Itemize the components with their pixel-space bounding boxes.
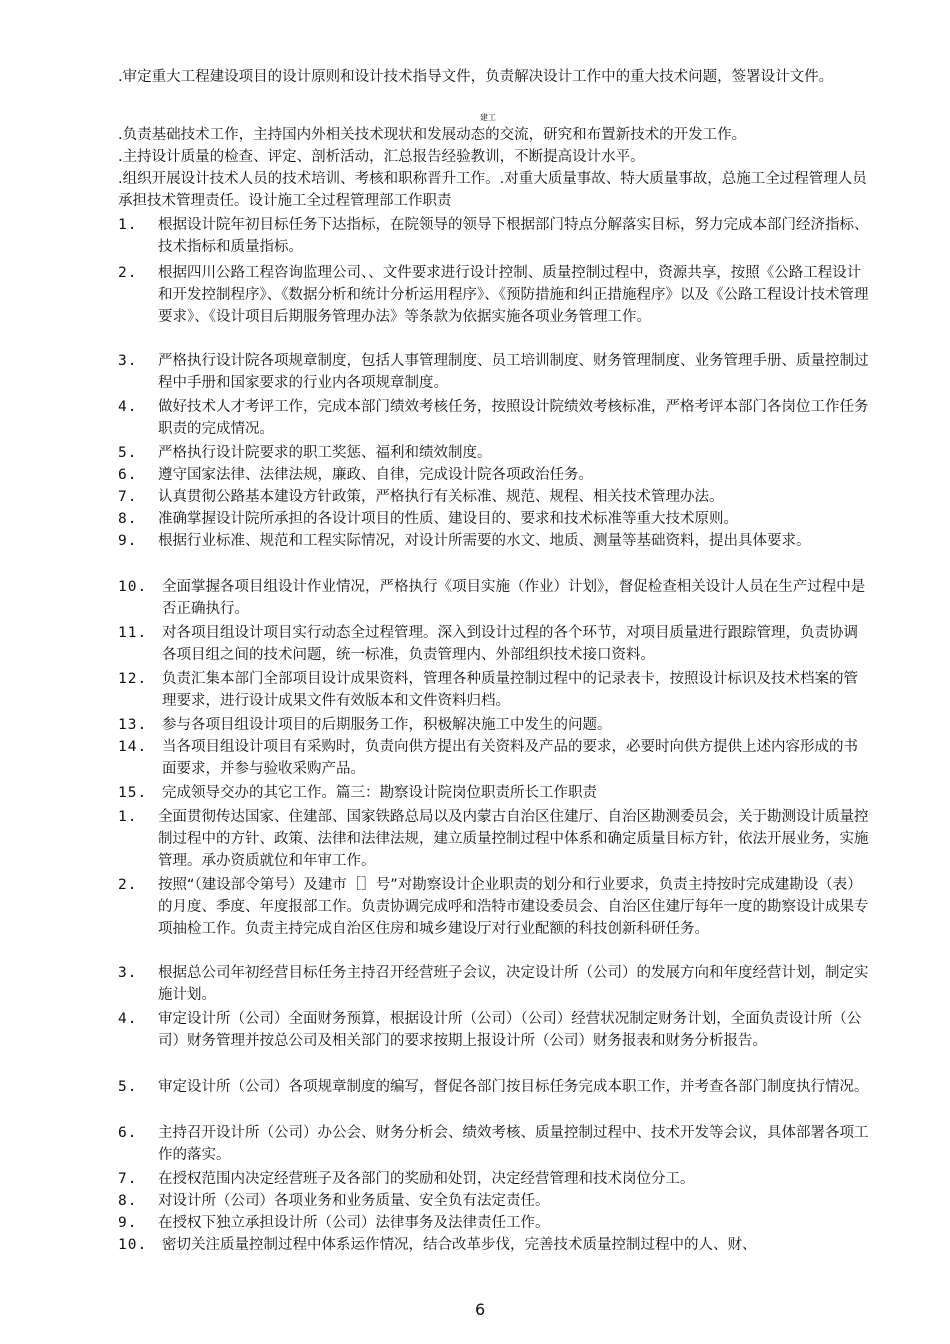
list-item-text: 根据总公司年初经营目标任务主持召开经营班子会议，决定设计所（公司）的发展方向和年度经营计划，制定实施计划。 (158, 965, 869, 1003)
list-item-number: 10. (118, 579, 148, 595)
list-item-number: 7. (118, 489, 138, 505)
list-item-text: 做好技术人才考评工作，完成本部门绩效考核任务，按照设计院绩效考核标准，严格考评本部门各岗位工作任务职责的完成情况。 (158, 399, 869, 437)
list-item-text: 根据设计院年初目标任务下达指标，在院领导的领导下根据部门特点分解落实目标，努力完成本部门经济指标、技术指标和质量指标。 (158, 217, 869, 255)
list-item-text: 负责汇集本部门全部项目设计成果资料，管理各种质量控制过程中的记录表卡，按照设计标识及技术档案的管理要求，进行设计成果文件有效版本和文件资料归档。 (162, 671, 858, 709)
list-item-text: 认真贯彻公路基本建设方针政策，严格执行有关标准、规范、规程、相关技术管理办法。 (158, 489, 724, 505)
list-item-text: 全面贯彻传达国家、住建部、国家铁路总局以及内蒙古自治区住建厅、自治区勘测委员会，关于勘测设计质量控制过程中的方针、政策、法律和法律法规，建立质量控制过程中体系和确定质量目标方针，依法开展业务，实施管理。承办资质就位和年审工作。 (158, 809, 869, 869)
list-item-number: 10. (118, 1237, 148, 1253)
list-item-text: 对设计所（公司）各项业务和业务质量、安全负有法定责任。 (158, 1193, 550, 1209)
list-item-text: 根据行业标准、规范和工程实际情况，对设计所需要的水文、地质、测量等基础资料，提出具体要求。 (158, 533, 811, 549)
list-item-number: 4. (118, 1011, 138, 1027)
list-item-text: 对各项目组设计项目实行动态全过程管理。深入到设计过程的各个环节，对项目质量进行跟踪管理，负责协调各项目组之间的技术问题，统一标准，负责管理内、外部组织技术接口资料。 (162, 625, 858, 663)
list-item-number: 12. (118, 671, 148, 687)
list-item-number: 9. (118, 533, 138, 549)
list-item-text: 完成领导交办的其它工作。篇三：勘察设计院岗位职责所长工作职责 (162, 785, 597, 801)
intro-paragraph-2: .负责基础技术工作，主持国内外相关技术现状和发展动态的交流，研究和布置新技术的开发工作。 (118, 127, 747, 143)
list-item-number: 13. (118, 717, 148, 733)
list-item-number: 2. (118, 265, 138, 281)
list-item-number: 8. (118, 511, 138, 527)
page-number: 6 (475, 1300, 486, 1319)
list-item-number: 6. (118, 467, 138, 483)
list-item-number: 1. (118, 217, 138, 233)
list-item-text: 审定设计所（公司）全面财务预算，根据设计所（公司）（公司）经营状况制定财务计划，全面负责设计所（公司）财务管理并按总公司及相关部门的要求按期上报设计所（公司）财务报表和财务分析报告。 (158, 1011, 862, 1049)
intro-paragraph-4: .组织开展设计技术人员的技术培训、考核和职称晋升工作。.对重大质量事故、特大质量事故，总施工全过程管理人员承担技术管理责任。设计施工全过程管理部工作职责 (118, 171, 867, 209)
list-item-text: 按照“（建设部令第号）及建市［］号”对勘察设计企业职责的划分和行业要求，负责主持按时完成建勘设（表）的月度、季度、年度报部工作。负责协调完成呼和浩特市建设委员会、自治区住建厅每年一度的勘察设计成果专项抽检工作。负责主持完成自治区住房和城乡建设厅对行业配额的科技创新科研任务。 (158, 877, 869, 937)
list-item-number: 2. (118, 877, 138, 893)
list-item-text: 参与各项目组设计项目的后期服务工作，积极解决施工中发生的问题。 (162, 717, 612, 733)
list-item-text: 当各项目组设计项目有采购时，负责向供方提出有关资料及产品的要求，必要时向供方提供上述内容形成的书面要求，并参与验收采购产品。 (162, 739, 858, 777)
list-item-number: 5. (118, 445, 138, 461)
list-item-number: 8. (118, 1193, 138, 1209)
intro-paragraph-3: .主持设计质量的检查、评定、剖析活动，汇总报告经验教训，不断提高设计水平。 (118, 149, 645, 165)
list-item-text: 严格执行设计院各项规章制度，包括人事管理制度、员工培训制度、财务管理制度、业务管理手册、质量控制过程中手册和国家要求的行业内各项规章制度。 (158, 353, 869, 391)
list-item-number: 4. (118, 399, 138, 415)
list-item-number: 6. (118, 1125, 138, 1141)
list-item-number: 7. (118, 1171, 138, 1187)
list-item-number: 14. (118, 739, 148, 755)
list-item-text: 审定设计所（公司）各项规章制度的编写，督促各部门按目标任务完成本职工作，并考查各部门制度执行情况。 (158, 1079, 869, 1095)
list-item-number: 15. (118, 785, 148, 801)
list-item-number: 1. (118, 809, 138, 825)
list-item-text: 主持召开设计所（公司）办公会、财务分析会、绩效考核、质量控制过程中、技术开发等会议，具体部署各项工作的落实。 (158, 1125, 869, 1163)
list-item-number: 5. (118, 1079, 138, 1095)
list-item-text: 严格执行设计院要求的职工奖惩、福利和绩效制度。 (158, 445, 492, 461)
list-item-text: 在授权范围内决定经营班子及各部门的奖励和处罚，决定经营管理和技术岗位分工。 (158, 1171, 695, 1187)
list-item-text: 全面掌握各项目组设计作业情况，严格执行《项目实施（作业）计划》，督促检查相关设计人员在生产过程中是否正确执行。 (162, 579, 866, 617)
list-item-text: 在授权下独立承担设计所（公司）法律事务及法律责任工作。 (158, 1215, 550, 1231)
list-item-number: 3. (118, 353, 138, 369)
list-item-text: 遵守国家法律、法律法规，廉政、自律，完成设计院各项政治任务。 (158, 467, 593, 483)
list-item-text: 根据四川公路工程咨询监理公司、、文件要求进行设计控制、质量控制过程中，资源共享，按照《公路工程设计和开发控制程序》、《数据分析和统计分析运用程序》、《预防措施和纠正措施程序》以及《公路工程设计技术管理要求》、《设计项目后期服务管理办法》等条款为依据实施各项业务管理工作。 (158, 265, 869, 325)
list-item-number: 11. (118, 625, 148, 641)
list-item-number: 3. (118, 965, 138, 981)
intro-paragraph-1: .审定重大工程建设项目的设计原则和设计技术指导文件，负责解决设计工作中的重大技术问题，签署设计文件。 (118, 69, 834, 85)
list-item-text: 准确掌握设计院所承担的各设计项目的性质、建设目的、要求和技术标准等重大技术原则。 (158, 511, 738, 527)
list-item-text: 密切关注质量控制过程中体系运作情况，结合改革步伐，完善技术质量控制过程中的人、财、 (162, 1237, 757, 1253)
list-item-number: 9. (118, 1215, 138, 1231)
small-mark: 建工 (480, 113, 496, 122)
